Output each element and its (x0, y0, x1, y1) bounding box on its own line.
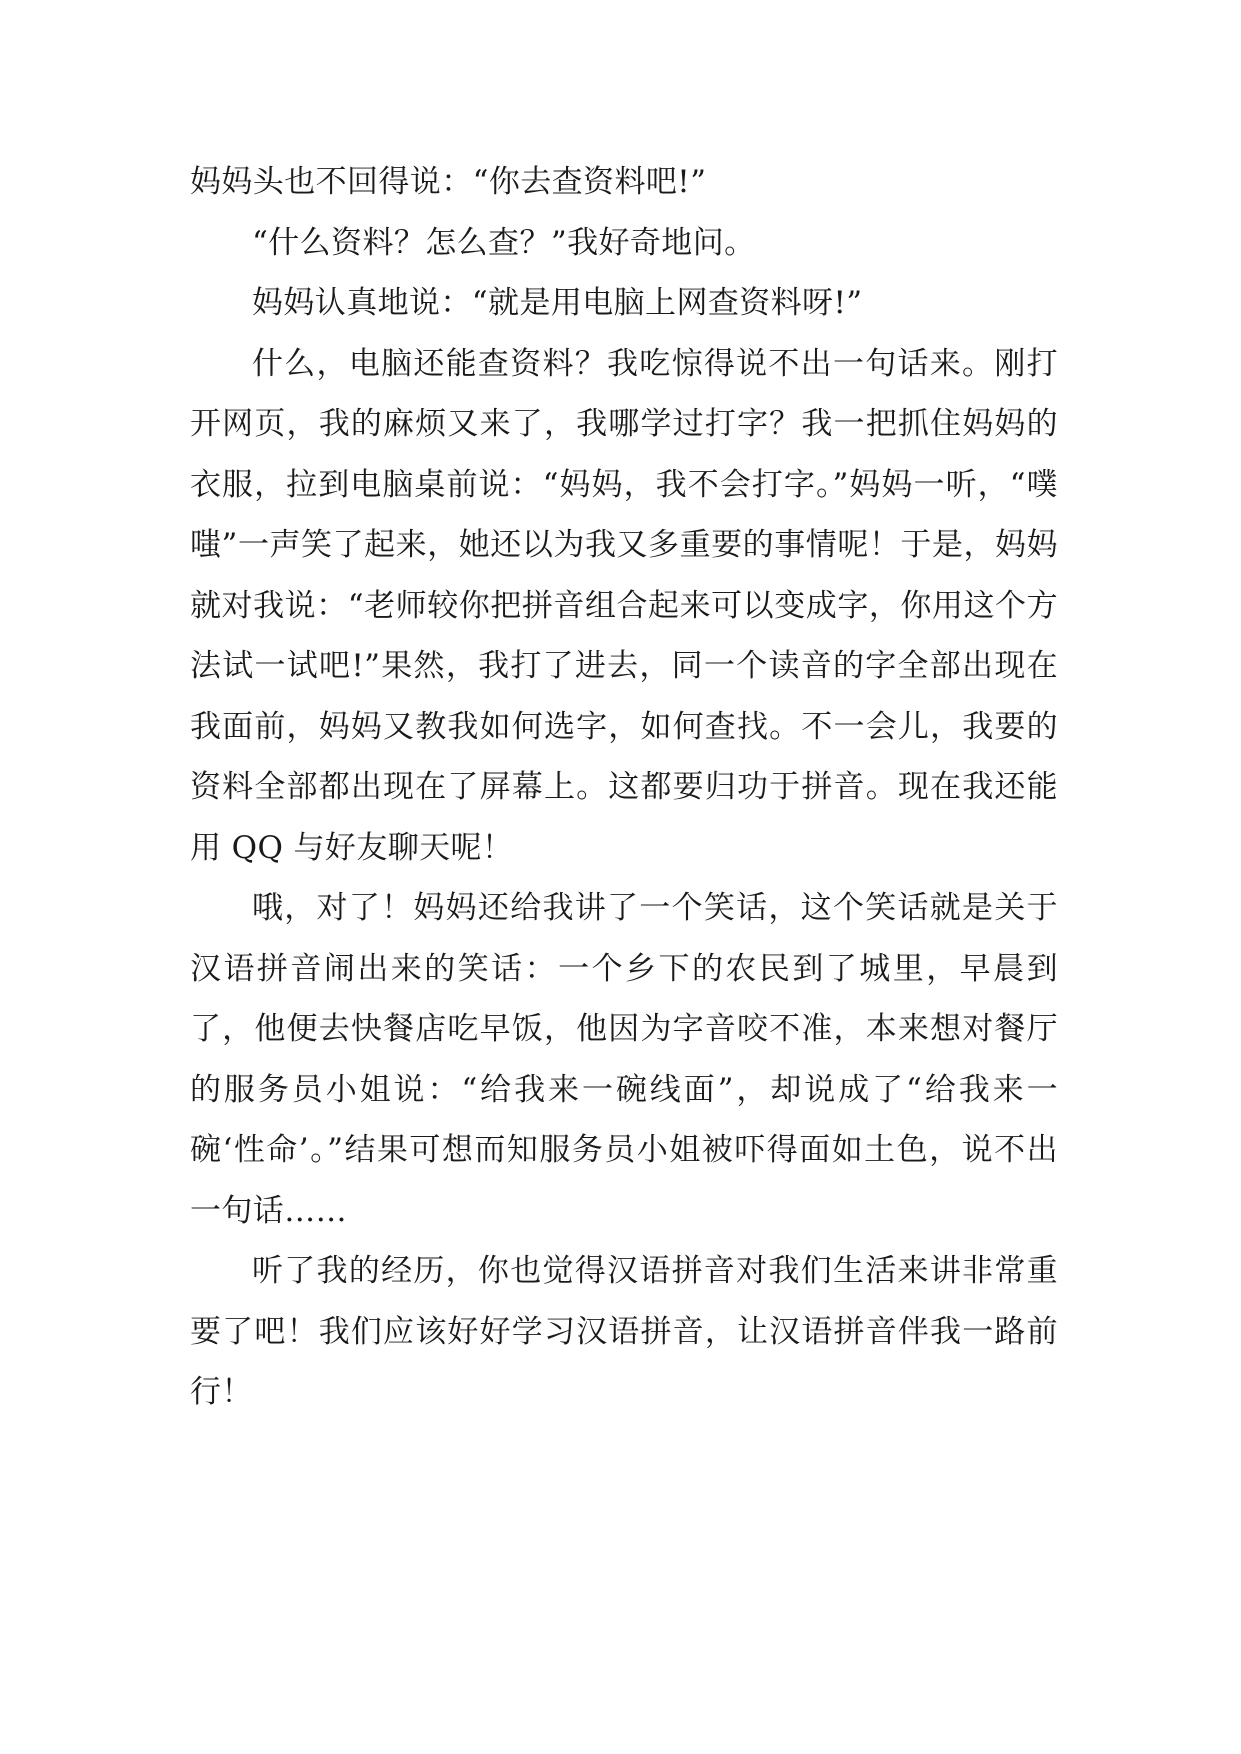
document-body (190, 152, 1058, 1423)
paragraph-3: 妈妈认真地说：“就是用电脑上网查资料呀!” (252, 285, 863, 321)
paragraph-4: 什么，电脑还能查资料？我吃惊得说不出一句话来。刚打开网页，我的麻烦又来了，我哪学过打字？我一把抓住妈妈的衣服，拉到电脑桌前说：“妈妈，我不会打字。”妈妈一听，“噗嗤”一声笑了起来，她还以为我又多重要的事情呢！于是，妈妈就对我说：“老师较你把拼音组合起来可以变成字，你用这个方法试一试吧!”果然，我打了进去，同一个读音的字全部出现在我面前，妈妈又教我如何选字，如何查找。不一会儿，我要的资料全部都出现在了屏幕上。这都要归功于拼音。现在我还能用 QQ 与好友聊天呢！ (190, 345, 1058, 866)
paragraph-5: 哦，对了！妈妈还给我讲了一个笑话，这个笑话就是关于汉语拼音闹出来的笑话：一个乡下的农民到了城里，早晨到了，他便去快餐店吃早饭，他因为字音咬不准，本来想对餐厅的服务员小姐说：“给我来一碗线面”，却说成了“给我来一碗‘性命’。”结果可想而知服务员小姐被吓得面如土色，说不出一句话…… (190, 890, 1058, 1229)
paragraph-2: “什么资料？怎么查？”我好奇地问。 (252, 224, 756, 261)
paragraph-1: 妈妈头也不回得说：“你去查资料吧!” (190, 164, 707, 200)
paragraph-6: 听了我的经历，你也觉得汉语拼音对我们生活来讲非常重要了吧！我们应该好好学习汉语拼音，让汉语拼音伴我一路前行！ (190, 1253, 1058, 1410)
